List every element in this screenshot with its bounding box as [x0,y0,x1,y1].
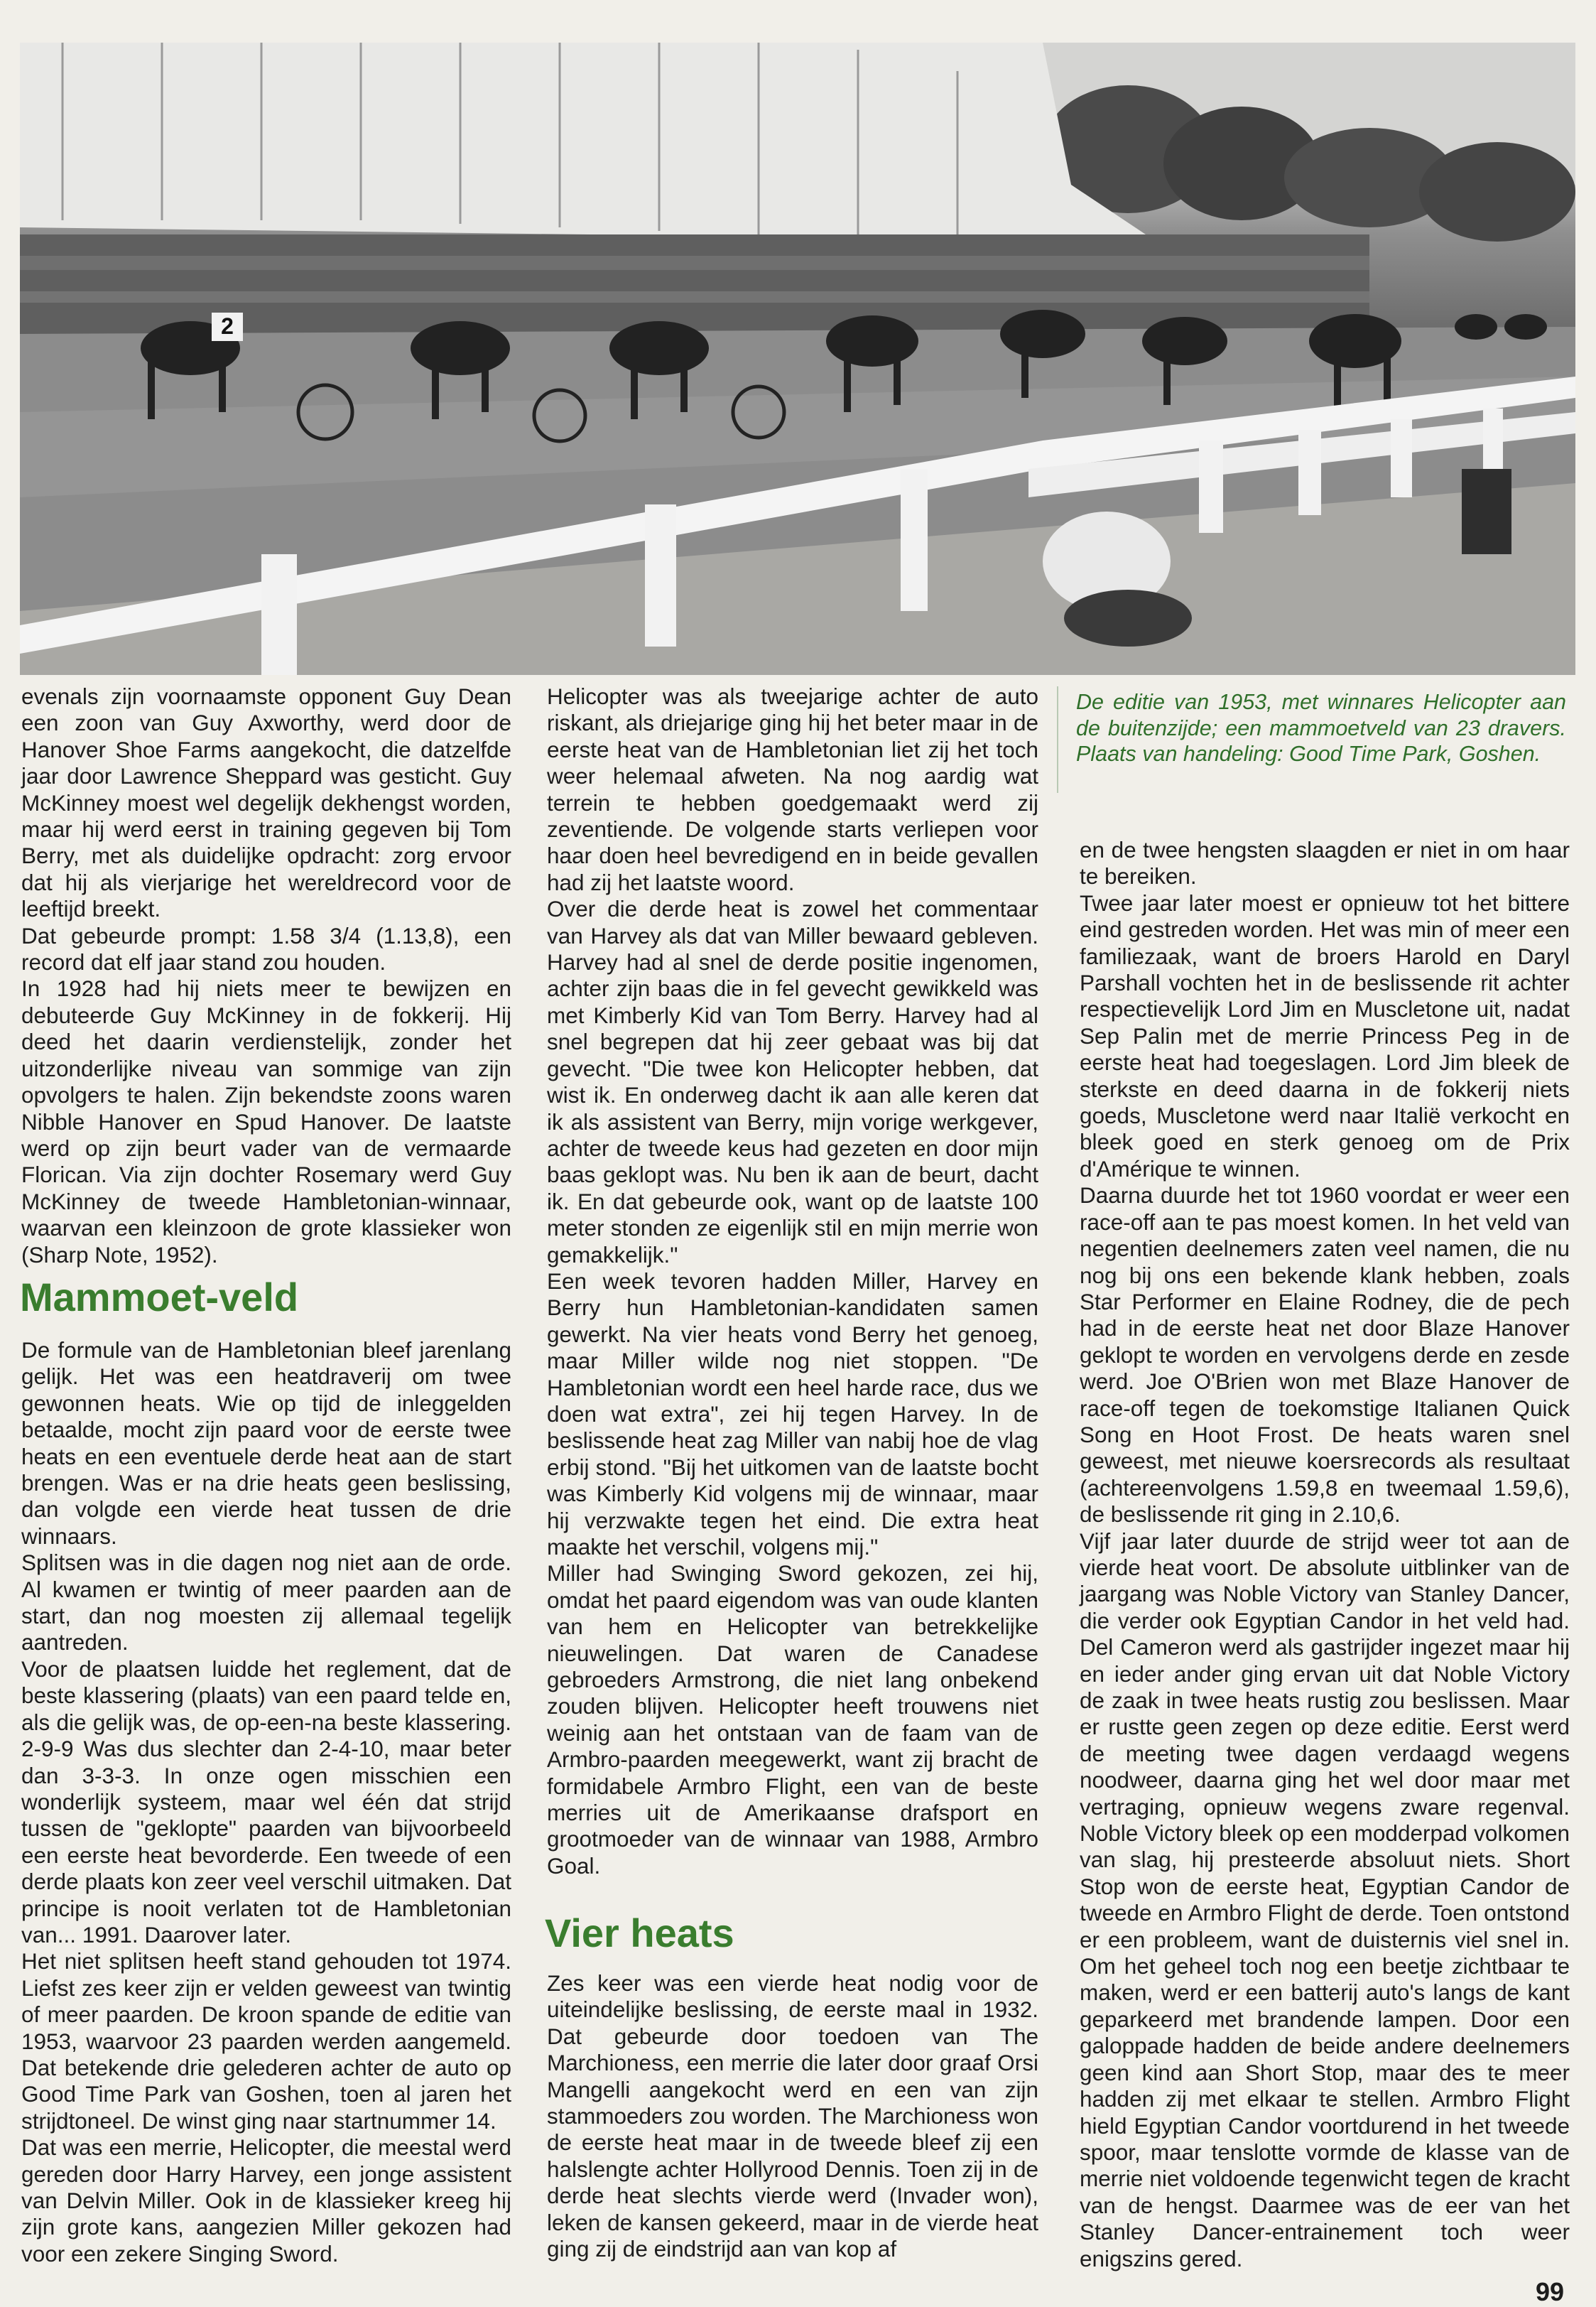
paragraph: Vijf jaar later duurde de strijd weer tot aan de vierde heat voort. De absolute uitblinker van de jaargang was Noble Victory van Stanley Dancer, die verder ook Egyptian Candor in het veld had. Del Cameron werd als gastrijder ingezet maar hij en ieder ander ging ervan uit dat Noble Victory de zaak in twee heats rustig zou beslissen. Maar er rustte geen zegen op deze editie. Eerst werd de meeting twee dagen verdaagd wegens noodweer, daarna ging het wel door maar met vertraging, opnieuw wegens zware regenval. Noble Victory bleek op een modderpad volkomen van slag, hij presteerde absoluut niets. Short Stop won de eerste heat, Egyptian Candor de tweede en Armbro Flight de derde. Toen ontstond er een probleem, want de duisternis viel snel in. Om het geheel toch nog een beetje zichtbaar te maken, werd er een batterij auto's langs de kant geparkeerd met brandende lampen. Door een galoppade hadden de beide andere deelnemers geen kind aan Short Stop, maar des te meer hadden zij met elkaar te stellen. Armbro Flight hield Egyptian Candor voortdurend in het tweede spoor, maar tenslotte vormde de klasse van de merrie niet voldoende tegenwicht tegen de kracht van de hengst. Daarmee was de eer van het Stanley Dancer-entrainement toch weer enigszins gered. [1080,1528,1570,2271]
paragraph: Zes keer was een vierde heat nodig voor de uiteindelijke beslissing, de eerste maal in 1932. Dat gebeurde door toedoen van The Marchioness, een merrie die later door graaf Orsi Mangelli aangekocht werd en een van zijn stammoeders zou worden. The Marchioness won de eerste heat maar in de tweede bleef zij een halslengte achter Hollyrood Dennis. Toen zij in de derde heat slechts vierde werd (Invader won), leken de kansen gekeerd, maar in de vierde heat ging zij de eindstrijd aan van kop af [547,1970,1038,2262]
column-2-vier [547,1970,1038,2262]
race-photo [20,43,1575,675]
paragraph: De formule van de Hambletonian bleef jarenlang gelijk. Het was een heatdraverij om twee gewonnen heats. Wie op tijd de inleggelden betaalde, mocht zijn paard voor de eerste twee heats en een eventuele derde heat aan de start brengen. Was er na drie heats geen beslissing, dan volgde een vierde heat tussen de drie winnaars. [21,1337,511,1549]
paragraph: Daarna duurde het tot 1960 voordat er weer een race-off aan te pas moest komen. In het veld van negentien deelnemers zaten veel namen, die nu nog bij ons een bekende klank hebben, zoals Star Performer en Elaine Rodney, die de pech had in de eerste heat net door Blaze Hanover geklopt te worden en vervolgens derde en zesde werd. Joe O'Brien won met Blaze Hanover de race-off tegen de toekomstige Italianen Quick Song en Hoot Frost. De heats waren snel geweest, met nieuwe koersrecords als resultaat (achtereenvolgens 1.59,8 en tweemaal 1.59,6), de beslissende rit ging in 2.10,6. [1080,1182,1570,1528]
photo-caption: De editie van 1953, met winnares Helicopter aan de buitenzijde; een mammoetveld van 23 dravers. Plaats van handeling: Good Time Park, Goshen. [1076,690,1566,766]
page-number: 99 [1536,2277,1565,2306]
column-1-mammoet [21,1337,511,2267]
paragraph: Miller had Swinging Sword gekozen, zei hij, omdat het paard eigendom was van oude klanten van hem en Helicopter van betrekkelijke nieuwelingen. Dat waren de Canadese gebroeders Armstrong, die niet lang onbekend zouden blijven. Helicopter heeft trouwens niet weinig aan het ontstaan van de faam van de Armbro-paarden meegewerkt, want zij bracht de formidabele Armbro Flight, een van de beste merries uit de Amerikaanse drafsport en grootmoeder van de winnaar van 1988, Armbro Goal. [547,1560,1038,1879]
column-2 [547,684,1038,1879]
paragraph: Dat was een merrie, Helicopter, die meestal werd gereden door Harry Harvey, een jonge assistent van Delvin Miller. Ook in de klassieker kreeg hij zijn grote kans, aangezien Miller gekozen had voor een zekere Singing Sword. [21,2134,511,2267]
paragraph: Een week tevoren hadden Miller, Harvey en Berry hun Hambletonian-kandidaten samen gewerkt. Na vier heats vond Berry het genoeg, maar Miller wilde nog niet stoppen. "De Hambletonian wordt een heel harde race, dus we doen wat extra", zei hij tegen Harvey. In de beslissende heat zag Miller van nabij hoe de vlag erbij stond. "Bij het uitkomen van de laatste bocht was Kimberly Kid volgens mij de winnaar, maar hij verzwakte tegen het eind. Die extra heat maakte het verschil, volgens mij." [547,1268,1038,1560]
svg-text:2: 2 [221,313,234,339]
column-1 [21,684,511,1268]
caption-divider [1057,686,1058,793]
paragraph: evenals zijn voornaamste opponent Guy Dean een zoon van Guy Axworthy, werd door de Hanover Shoe Farms aangekocht, die datzelfde jaar door Lawrence Sheppard was gesticht. Guy McKinney moest wel degelijk dekhengst worden, maar hij werd eerst in training gegeven bij Tom Berry, met als duidelijke opdracht: zorg ervoor dat hij als vierjarige het wereldrecord voor de leeftijd breekt. [21,684,511,922]
paragraph: Over die derde heat is zowel het commentaar van Harvey als dat van Miller bewaard gebleven. Harvey had al snel de derde positie ingenomen, achter zijn baas die in fel gevecht gewikkeld was met Kimberly Kid van Tom Berry. Harvey had al snel begrepen dat hij zeer gebaat was bij dat gevecht. "Die twee kon Helicopter hebben, dat wist ik. En onderweg dacht ik aan alle keren dat ik als assistent van Berry, mijn vorige werkgever, achter de tweede keus had gezeten en door mijn baas geklopt was. Nu ben ik aan de beurt, dacht ik. En dat gebeurde ook, want op de laatste 100 meter stonden ze eigenlijk stil en mijn merrie won gemakkelijk." [547,896,1038,1268]
paragraph: Dat gebeurde prompt: 1.58 3/4 (1.13,8), een record dat elf jaar stand zou houden. [21,922,511,976]
paragraph: Splitsen was in die dagen nog niet aan de orde. Al kwamen er twintig of meer paarden aan de start, dan nog moesten zij allemaal tegelijk aantreden. [21,1550,511,1655]
section-heading-vier-heats: Vier heats [545,1911,734,1955]
paragraph: Twee jaar later moest er opnieuw tot het bittere eind gestreden worden. Het was min of meer een familiezaak, want de broers Harold en Daryl Parshall vochten het in de beslissende rit achter respectievelijk Lord Jim en Muscletone uit, nadat Sep Palin met de merrie Princess Peg in de eerste heat had toegeslagen. Lord Jim bleek de sterkste en deed daarna in de fokkerij niets goeds, Muscletone werd naar Italië verkocht en bleek goed en sterk genoeg om de Prix d'Amérique te winnen. [1080,890,1570,1182]
column-3 [1080,837,1570,2272]
paragraph: Helicopter was als tweejarige achter de auto riskant, als driejarige ging hij het beter maar in de eerste heat van de Hambletonian liet zij het toch weer helemaal afweten. Na nog aardig wat terrein te hebben goedgemaakt werd zij zeventiende. De volgende starts verliepen voor haar doen heel bevredigend en in beide gevallen had zij het laatste woord. [547,684,1038,895]
paragraph: Het niet splitsen heeft stand gehouden tot 1974. Liefst zes keer zijn er velden geweest van twintig of meer paarden. De kroon spande de editie van 1953, waarvoor 23 paarden werden aangemeld. Dat betekende drie gelederen achter de auto op Good Time Park van Goshen, toen al jaren het strijdtoneel. De winst ging naar startnummer 14. [21,1948,511,2134]
harness-race-photo-icon [20,43,1575,675]
paragraph: In 1928 had hij niets meer te bewijzen en debuteerde Guy McKinney in de fokkerij. Hij deed het daarin verdienstelijk, zonder het uitzonderlijke niveau van sommige van zijn opvolgers te halen. Zijn bekendste zoons waren Nibble Hanover en Spud Hanover. De laatste werd op zijn beurt vader van de vermaarde Florican. Via zijn dochter Rosemary werd Guy McKinney de tweede Hambletonian-winnaar, waarvan een kleinzoon de grote klassieker won (Sharp Note, 1952). [21,976,511,1268]
section-heading-mammoet: Mammoet-veld [20,1275,299,1319]
paragraph: en de twee hengsten slaagden er niet in om haar te bereiken. [1080,837,1570,890]
paragraph: Voor de plaatsen luidde het reglement, dat de beste klassering (plaats) van een paard telde en, als die gelijk was, de op-een-na beste klassering. 2-9-9 Was dus slechter dan 2-4-10, maar beter dan 3-3-3. In onze ogen misschien een wonderlijk systeem, maar wel één dat strijd tussen de "geklopte" paarden van bijvoorbeeld een eerste heat bevorderde. Een tweede of een derde plaats kon zeer veel verschil uitmaken. Dat principe is nooit verlaten tot de Hambletonian van... 1991. Daarover later. [21,1655,511,1947]
